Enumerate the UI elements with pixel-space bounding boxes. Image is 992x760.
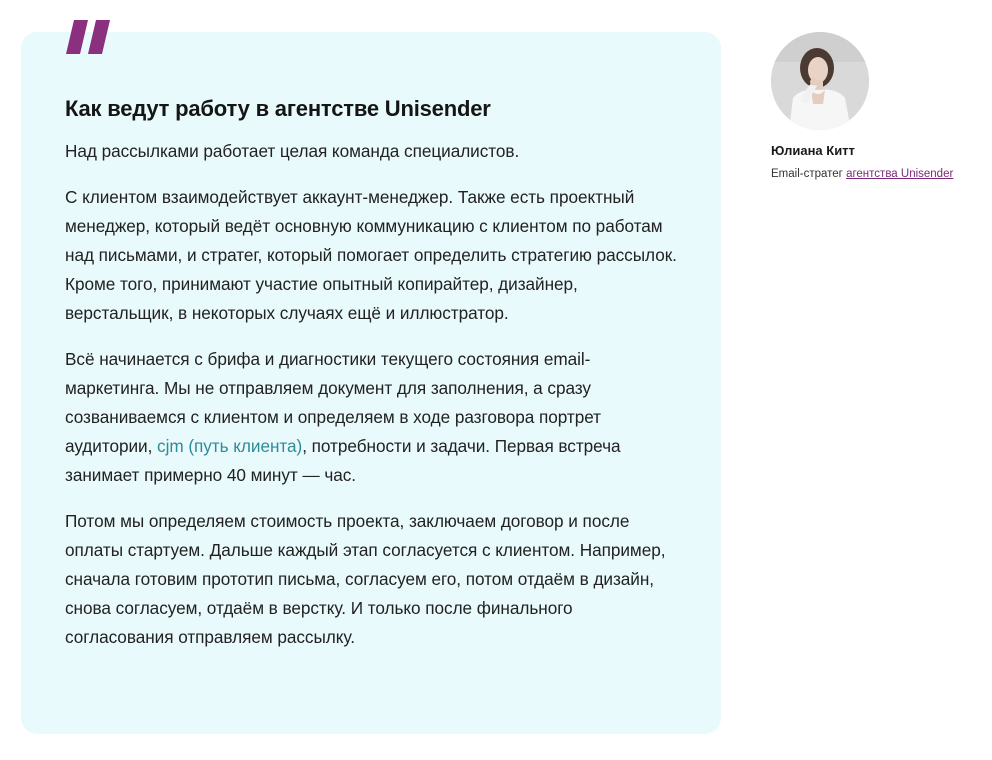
author-photo [771,32,869,130]
avatar [771,32,869,130]
cjm-link[interactable]: cjm (путь клиента) [157,436,303,456]
quote-paragraph: Потом мы определяем стоимость проекта, заключаем договор и после оплаты стартуем. Дальше каждый этап согласуется с клиентом. Например, сначала готовим прототип письма, согласуем его, потом отдаём в дизайн, снова согласуем, отдаём в верстку. И только после финального согласования отправляем рассылку. [65,511,666,647]
paragraph-text: Всё начинается с брифа и диагностики текущего состояния email-маркетинга. Мы не отправляем документ для заполнения, а сразу созваниваемся с клиентом и определяем в ходе разговора портрет аудитории, [65,349,601,456]
agency-link[interactable]: агентства Unisender [846,168,954,180]
quote-paragraph: Над рассылками работает целая команда специалистов. [65,141,520,161]
author-name: Юлиана Китт [771,143,855,158]
quote-card [21,32,721,734]
paragraph-text: , потребности и задачи. Первая встреча занимает примерно 40 минут — час. [65,436,621,485]
quote-paragraph: С клиентом взаимодействует аккаунт-менеджер. Также есть проектный менеджер, который ведёт основную коммуникацию с клиентом по работам над письмами, и стратег, который помогает определить стратегию рассылок. Кроме того, принимают участие опытный копирайтер, дизайнер, верстальщик, в некоторых случаях ещё и иллюстратор. [65,187,677,323]
quote-mark-icon [66,20,112,54]
quote-paragraph [65,345,677,490]
author-block [771,32,981,181]
author-role-text: Email-стратег [771,168,847,180]
quote-title: Как ведут работу в агентстве Unisender [65,96,491,121]
author-role [771,167,981,181]
